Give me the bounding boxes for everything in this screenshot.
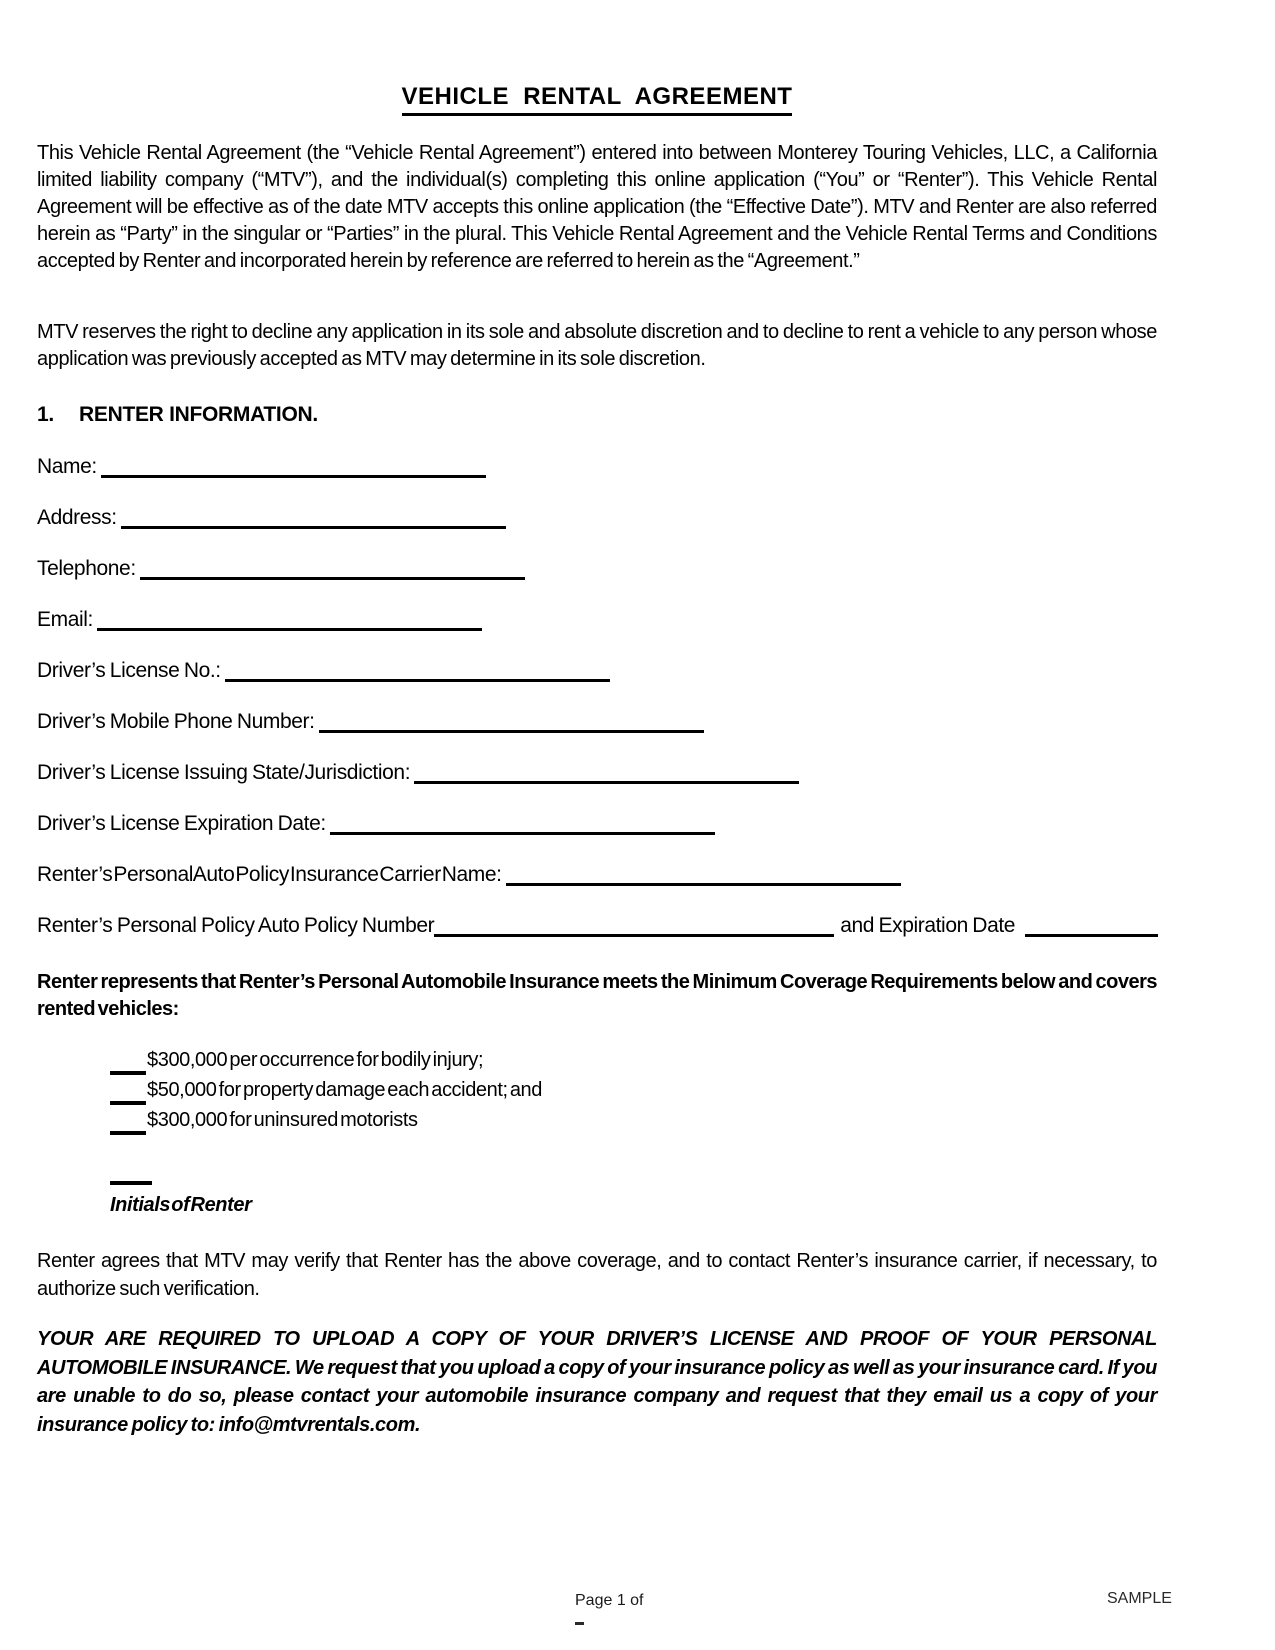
field-label: and Expiration Date: [840, 914, 1016, 937]
footer-partial-character: [575, 1622, 584, 1625]
field-row-insurance-carrier: [37, 863, 1157, 886]
field-label: Email:: [37, 608, 93, 631]
section-1-title: RENTER INFORMATION.: [79, 403, 318, 426]
field-row-license-expiration: [37, 812, 1157, 835]
policy-number-fill-in-line[interactable]: [434, 914, 834, 937]
field-row-drivers-license-no: [37, 659, 1157, 682]
footer-page-number: Page 1 of: [575, 1592, 644, 1609]
field-row-policy-number: [37, 914, 1157, 937]
policy-expiration-fill-in-line[interactable]: [1025, 914, 1158, 937]
document-title: [37, 84, 1157, 116]
initial-blank-line[interactable]: [110, 1115, 146, 1135]
coverage-requirements-list: [110, 1045, 1157, 1135]
field-label: Renter’s Personal Policy Auto Policy Number: [37, 914, 435, 937]
field-row-name: [37, 455, 1157, 478]
field-label: Driver’s License Issuing State/Jurisdiction:: [37, 761, 411, 784]
coverage-item: [110, 1105, 1157, 1135]
field-row-mobile-phone: [37, 710, 1157, 733]
initials-block: [110, 1181, 1157, 1217]
coverage-item-text: $300,000 for uninsured motorists: [147, 1109, 418, 1131]
intro-paragraph: This Vehicle Rental Agreement (the “Vehicle Rental Agreement”) entered into between Monterey Touring Vehicles, LLC, a California limited liability company (“MTV”), and the individual(s) completing this online application (“You” or “Renter”). This Vehicle Rental Agreement will be effective as of the date MTV accepts this online application (the “Effective Date”). MTV and Renter are also referred herein as “Party” in the singular or “Parties” in the plural. This Vehicle Rental Agreement and the Vehicle Rental Terms and Conditions accepted by Renter and incorporated herein by reference are referred to herein as the “Agreement.”: [37, 142, 1157, 272]
coverage-item: [110, 1045, 1157, 1075]
document-title-text: VEHICLE RENTAL AGREEMENT: [402, 84, 793, 116]
section-1-number: 1.: [37, 403, 54, 426]
field-label: Renter’s Personal Auto Policy Insurance Carrier Name:: [37, 863, 502, 886]
mobile-phone-fill-in-line[interactable]: [319, 710, 704, 733]
issuing-state-fill-in-line[interactable]: [414, 761, 799, 784]
drivers-license-no-fill-in-line[interactable]: [225, 659, 610, 682]
coverage-item: [110, 1075, 1157, 1105]
address-fill-in-line[interactable]: [121, 506, 506, 529]
document-content: [37, 0, 1157, 1459]
coverage-item-text: $50,000 for property damage each accident; and: [147, 1079, 543, 1101]
name-fill-in-line[interactable]: [101, 455, 486, 478]
field-label: Telephone:: [37, 557, 136, 580]
field-label: Name:: [37, 455, 97, 478]
section-1-heading: [37, 403, 1157, 427]
field-row-email: [37, 608, 1157, 631]
initial-blank-line[interactable]: [110, 1085, 146, 1105]
verification-paragraph: Renter agrees that MTV may verify that Renter has the above coverage, and to contact Renter’s insurance carrier, if necessary, to authorize such verification.: [37, 1250, 1157, 1300]
coverage-item-text: $300,000 per occurrence for bodily injury;: [147, 1049, 484, 1071]
coverage-intro-paragraph: Renter represents that Renter’s Personal Automobile Insurance meets the Minimum Coverage Requirements below and covers rented vehicles:: [37, 971, 1157, 1020]
email-fill-in-line[interactable]: [97, 608, 482, 631]
field-label: Driver’s Mobile Phone Number:: [37, 710, 315, 733]
field-label: Driver’s License Expiration Date:: [37, 812, 326, 835]
initial-blank-line[interactable]: [110, 1055, 146, 1075]
field-label: Driver’s License No.:: [37, 659, 221, 682]
field-row-telephone: [37, 557, 1157, 580]
field-label: Address:: [37, 506, 117, 529]
field-row-address: [37, 506, 1157, 529]
license-expiration-fill-in-line[interactable]: [330, 812, 715, 835]
sample-watermark: SAMPLE: [1107, 1590, 1172, 1607]
field-row-issuing-state: [37, 761, 1157, 784]
initials-caption: Initials of Renter: [110, 1194, 252, 1216]
discretion-paragraph: MTV reserves the right to decline any application in its sole and absolute discretion and to decline to rent a vehicle to any person whose application was previously accepted as MTV may determine in its sole discretion.: [37, 321, 1157, 370]
telephone-fill-in-line[interactable]: [140, 557, 525, 580]
initials-blank-line[interactable]: [110, 1181, 152, 1185]
insurance-carrier-fill-in-line[interactable]: [506, 863, 901, 886]
upload-notice-paragraph: YOUR ARE REQUIRED TO UPLOAD A COPY OF YOUR DRIVER’S LICENSE AND PROOF OF YOUR PERSONAL AUTOMOBILE INSURANCE. We request that you upload a copy of your insurance policy as well as your insurance card. If you are unable to do so, please contact your automobile insurance company and request that they email us a copy of your insurance policy to: info@mtvrentals.com.: [37, 1328, 1157, 1436]
